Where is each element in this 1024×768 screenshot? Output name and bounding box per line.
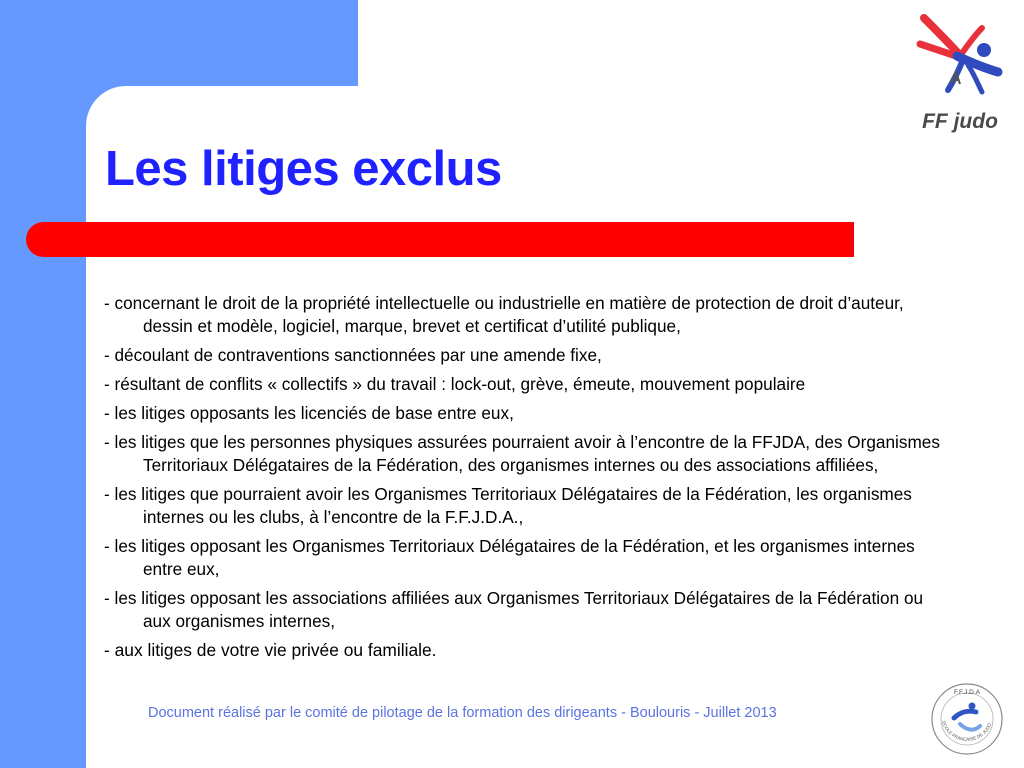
judoka-figure-icon <box>920 18 998 92</box>
ff-judo-logo <box>912 10 1012 135</box>
ff-judo-wordmark: FF judo <box>922 110 998 133</box>
ffjda-seal-ring-text: ECOLE FRANCAISE DE JUDO <box>941 720 993 742</box>
ffjda-seal-title: F.F.J.D.A <box>953 689 981 696</box>
list-item: - les litiges opposant les associations affiliées aux Organismes Territoriaux Délégataires de la Fédération ou aux organismes internes, <box>104 588 924 631</box>
list-item: - découlant de contraventions sanctionnées par une amende fixe, <box>104 345 602 365</box>
list-item: - les litiges que les personnes physiques assurées pourraient avoir à l’encontre de la FFJDA, des Organismes Territoriaux Délégataires de la Fédération, des organismes internes ou des associations affiliées, <box>104 432 940 475</box>
slide-title: Les litiges exclus <box>105 142 502 196</box>
list-item: - concernant le droit de la propriété intellectuelle ou industrielle en matière de protection de droit d’auteur, dessin et modèle, logiciel, marque, brevet et certificat d’utilité publique, <box>104 293 904 336</box>
ffjda-seal-logo <box>930 682 1004 756</box>
list-item: - aux litiges de votre vie privée ou familiale. <box>104 640 437 660</box>
slide-body <box>104 292 944 668</box>
list-item: - les litiges que pourraient avoir les Organismes Territoriaux Délégataires de la Fédération, les organismes internes ou les clubs, à l’encontre de la F.F.J.D.A., <box>104 484 912 527</box>
list-item: - les litiges opposants les licenciés de base entre eux, <box>104 403 514 423</box>
list-item: - les litiges opposant les Organismes Territoriaux Délégataires de la Fédération, et les organismes internes entre eux, <box>104 536 915 579</box>
list-item: - résultant de conflits « collectifs » du travail : lock-out, grève, émeute, mouvement populaire <box>104 374 806 394</box>
footer-credit: Document réalisé par le comité de pilotage de la formation des dirigeants - Boulouris - Juillet 2013 <box>148 705 777 721</box>
title-underline-bar <box>26 222 854 257</box>
